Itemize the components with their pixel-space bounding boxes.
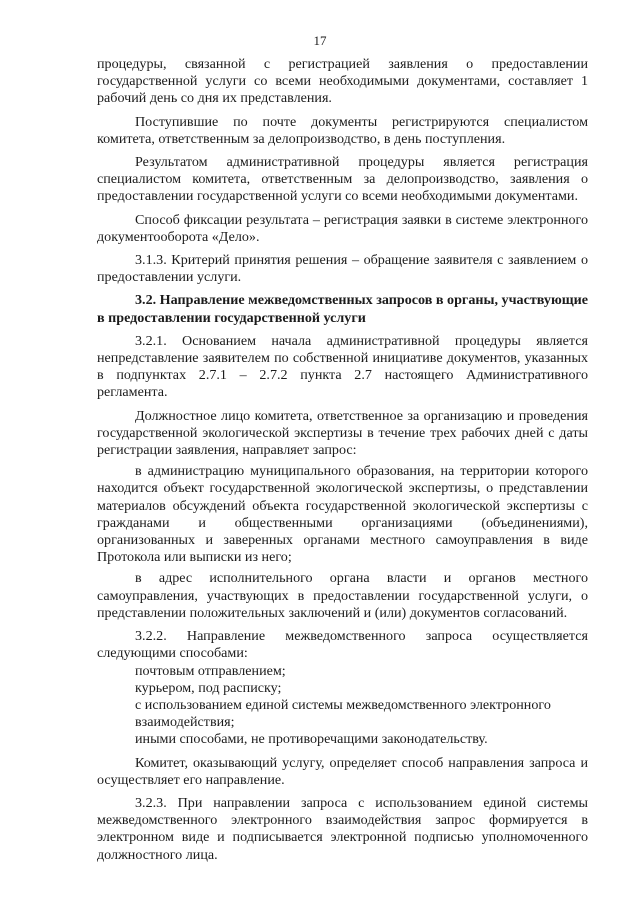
paragraph-3-2-2: 3.2.2. Направление межведомственного запроса осуществляется следующими способами: — [97, 628, 588, 662]
document-body — [97, 56, 588, 864]
paragraph-official-request: Должностное лицо комитета, ответственное за организацию и проведения государственной экологической экспертизы в течение трех рабочих дней с даты регистрации заявления, направляет запрос: — [97, 407, 588, 459]
paragraph-3-2-3: 3.2.3. При направлении запроса с использованием единой системы межведомственного электронного взаимодействия запрос формируется в электронном виде и подписывается электронной подписью уполномоченного должностного лица. — [97, 794, 588, 863]
section-heading-3-2: 3.2. Направление межведомственных запросов в органы, участвующие в предоставлении государственной услуги — [97, 292, 588, 326]
paragraph-committee-method: Комитет, оказывающий услугу, определяет способ направления запроса и осуществляет его направление. — [97, 754, 588, 788]
paragraph-mail-registration: Поступившие по почте документы регистрируются специалистом комитета, ответственным за делопроизводство, в день поступления. — [97, 113, 588, 147]
paragraph-procedure-duration: процедуры, связанной с регистрацией заявления о предоставлении государственной услуги со всеми необходимыми документами, составляет 1 рабочий день со дня их представления. — [97, 56, 588, 107]
list-item-smev: с использованием единой системы межведомственного электронного взаимодействия; — [135, 696, 551, 731]
list-item-post: почтовым отправлением; — [135, 662, 286, 679]
paragraph-fixation-method: Способ фиксации результата – регистрация заявки в системе электронного документооборота «Дело». — [97, 211, 588, 245]
paragraph-3-1-3: 3.1.3. Критерий принятия решения – обращение заявителя с заявлением о предоставлении услуги. — [97, 252, 588, 286]
page-number: 17 — [313, 33, 327, 48]
list-item-other: иными способами, не противоречащими законодательству. — [135, 731, 488, 748]
paragraph-request-municipal: в администрацию муниципального образования, на территории которого находится объект государственной экологической экспертизы, о представлении материалов обсуждений объекта государственной экологической экспертизы с гражданами и общественными организациями (объединениями), организованных и заверенных органами местного самоуправления в виде Протокола или выписки из него; — [97, 463, 588, 566]
paragraph-request-executive: в адрес исполнительного органа власти и органов местного самоуправления, участвующих в предоставлении государственной услуги, о представлении положительных заключений и (или) документов согласований. — [97, 570, 588, 621]
paragraph-procedure-result: Результатом административной процедуры является регистрация специалистом комитета, ответственным за делопроизводство, заявления о предоставлении государственной услуги со всеми необходимыми документами. — [97, 154, 588, 205]
paragraph-3-2-1: 3.2.1. Основанием начала административной процедуры является непредставление заявителем по собственной инициативе документов, указанных в подпунктах 2.7.1 – 2.7.2 пункта 2.7 настоящего Административного регламента. — [97, 332, 588, 401]
list-item-courier: курьером, под расписку; — [135, 679, 282, 696]
